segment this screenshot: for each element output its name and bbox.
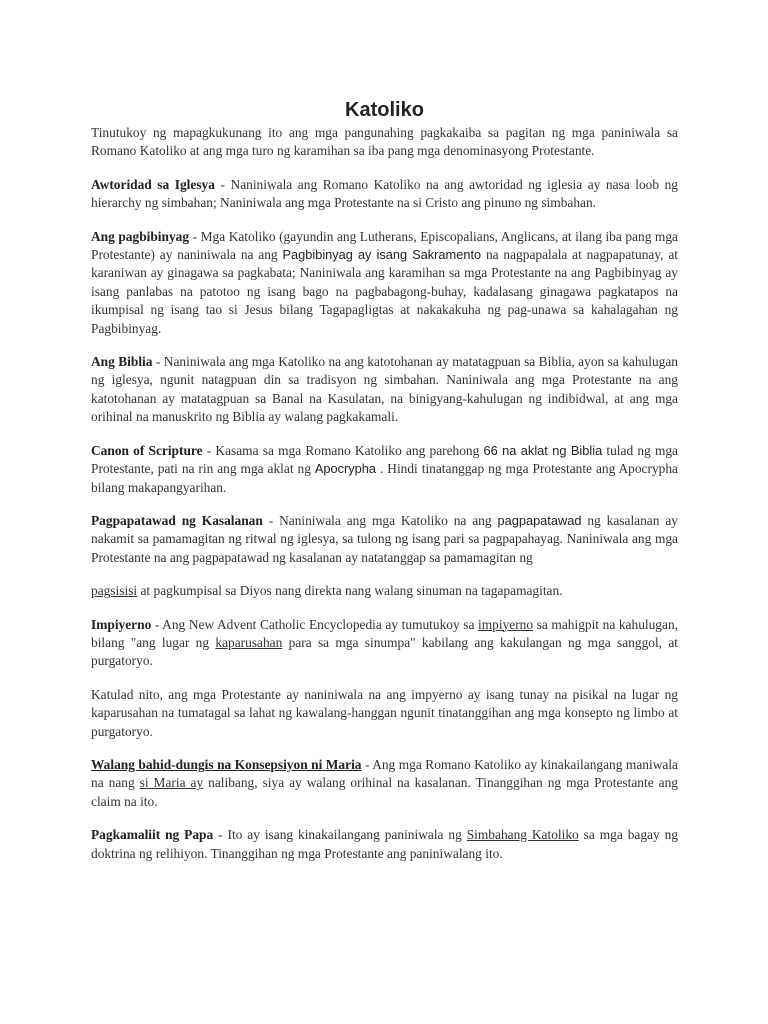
apocrypha-link[interactable]: Apocrypha — [314, 461, 377, 477]
section-text: - Mga Katoliko (gayundin ang Lutherans, Episcopalians, Anglicans, at ilang iba pang mga Protestante) ay naniniwala na ang — [91, 228, 678, 263]
section-pagpapatawad — [91, 512, 678, 567]
section-text: - Naniniwala ang mga Katoliko na ang — [262, 512, 498, 528]
section-biblia — [91, 353, 678, 427]
section-pagkamaliit — [91, 826, 678, 863]
section-text: sa mahigpit na kahulugan, bilang "ang lugar ng — [91, 616, 678, 650]
section-awtoridad — [91, 176, 678, 213]
section-text: tulad ng mga Protestante, pati na rin ang mga aklat ng — [91, 442, 678, 477]
pagsisisi-link[interactable]: pagsisisi — [91, 583, 138, 599]
kaparusahan-link[interactable]: kaparusahan — [215, 634, 283, 650]
si-maria-link[interactable]: si Maria ay — [139, 775, 204, 791]
sakramento-link[interactable]: Pagbibinyag ay isang Sakramento — [282, 247, 482, 263]
section-text: - Kasama sa mga Romano Katoliko ang parehong — [202, 442, 484, 458]
bible-books-link[interactable]: 66 na aklat ng Biblia — [483, 442, 603, 458]
section-heading: Ang pagbibinyag — [91, 228, 190, 244]
section-heading[interactable]: Walang bahid-dungis na Konsepsiyon ni Maria — [91, 756, 362, 772]
pagpapatawad-link[interactable]: pagpapatawad — [497, 512, 582, 528]
simbahang-katoliko-link[interactable]: Simbahang Katoliko — [466, 827, 579, 843]
section-walang-bahid — [91, 756, 678, 811]
impiyerno-link[interactable]: impiyerno — [478, 616, 534, 632]
section-text: nalibang, siya ay walang orihinal na kasalanan. Tinanggihan ng mga Protestante ang claim na ito. — [91, 775, 678, 809]
page-title: Katoliko — [345, 99, 424, 121]
document-page — [91, 98, 678, 878]
section-text: - Naniniwala ang Romano Katoliko na ang awtoridad ng iglesia ay nasa loob ng hierarchy ng simbahan; Naniniwala ang mga Protestante na si Cristo ang pinuno ng simbahan. — [91, 176, 678, 211]
section-katulad: Katulad nito, ang mga Protestante ay naniniwala na ang impyerno ay isang tunay na pisikal na lugar ng kaparusahan na tumatagal sa lahat ng kawalang-hanggan ngunit tinatanggihan ang mga konsepto ng limbo at purgatoryo. — [91, 686, 678, 739]
section-heading: Pagpapatawad ng Kasalanan — [91, 512, 263, 528]
intro-paragraph: Tinutukoy ng mapagkukunang ito ang mga pangunahing pagkakaiba sa pagitan ng mga paniniwala sa Romano Katoliko at ang mga turo ng karamihan sa iba pang mga denominasyong Protestante. — [91, 125, 678, 159]
section-text: - Ang mga Romano Katoliko ay kinakailangang maniwala na nang — [91, 756, 678, 791]
section-heading: Awtoridad sa Iglesya — [91, 176, 215, 192]
section-text: na nagpapalala at nagpapatunay, at karaniwan ay ginagawa sa pagkabata; Naniniwala ang karamihan sa mga Protestante na ang Pagbibinyag ay isang panlabas na patotoo ng isang bago na pagbabagong-buhay, kadalasang ginagawa pagkatapos na ikumpisal ng isang tao si Jesus bilang Tagapagligtas at nakakakuha ng pag-unawa sa kahalagahan ng Pagbibinyag. — [91, 247, 679, 336]
section-impiyerno — [91, 616, 678, 671]
section-heading: Impiyerno — [91, 616, 152, 632]
section-heading: Canon of Scripture — [91, 442, 203, 458]
section-text: ng kasalanan ay nakamit sa pamamagitan ng ritwal ng iglesya, sa tulong ng isang pari sa pagpapahayag. Naniniwala ang mga Protestante na ang pagpapatawad ng kasalanan ay natatanggap sa pamamagitan ng — [91, 512, 678, 565]
section-heading: Ang Biblia — [91, 354, 153, 370]
section-pagsisisi — [91, 582, 678, 600]
section-text: . Hindi tinatanggap ng mga Protestante ang Apocrypha bilang makapangyarihan. — [91, 461, 678, 495]
section-text: at pagkumpisal sa Diyos nang direkta nang walang sinuman na tagapamagitan. — [137, 583, 563, 599]
section-text: sa mga bagay ng doktrina ng relihiyon. Tinanggihan ng mga Protestante ang paniniwalang ito. — [91, 827, 678, 861]
section-heading: Pagkamaliit ng Papa — [91, 827, 214, 843]
section-text: para sa mga sinumpa" kabilang ang kakulangan ng mga sanggol, at purgatoryo. — [91, 634, 678, 669]
section-text: - Naniniwala ang mga Katoliko na ang katotohanan ay matatagpuan sa Biblia, ayon sa kahulugan ng iglesya, ngunit natagpuan din sa tradisyon ng simbahan. Naniniwala ang mga Protestante na ang katotohanan ay matatagpuan sa Banal na Kasulatan, na binigyang-kahulugan ng indibidwal, at ang mga orihinal na manuskrito ng Biblia ay walang pagkakamali. — [91, 354, 678, 425]
section-pagbibinyag — [91, 228, 678, 338]
section-canon — [91, 442, 678, 497]
section-text: - Ang New Advent Catholic Encyclopedia ay tumutukoy sa — [151, 616, 479, 632]
section-text: - Ito ay isang kinakailangang paniniwala ng — [213, 827, 467, 843]
